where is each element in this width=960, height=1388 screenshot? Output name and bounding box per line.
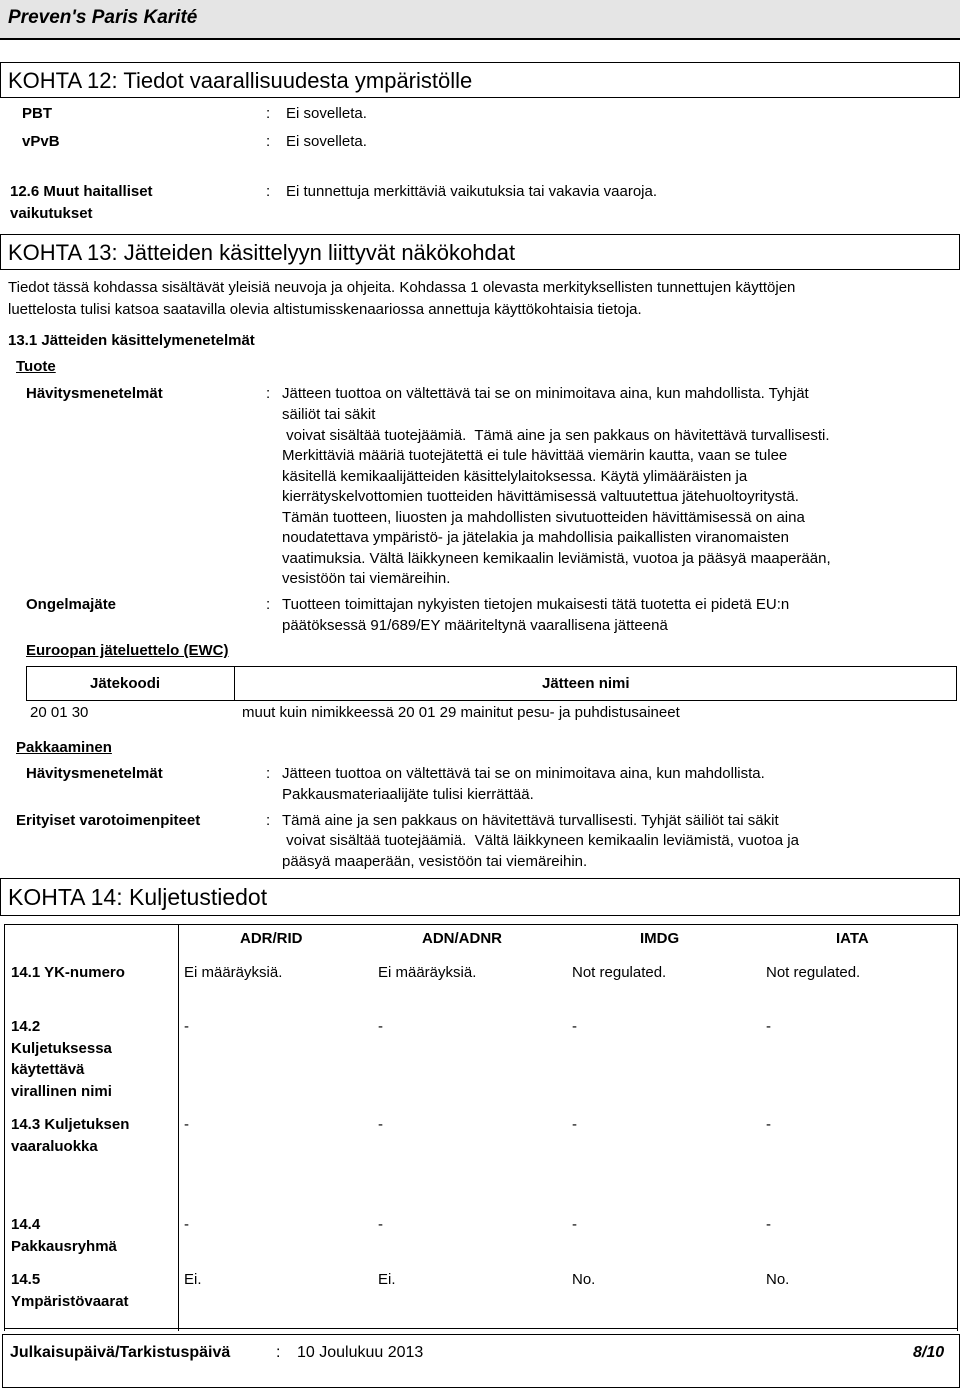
footer-date: 10 Joulukuu 2013 [297,1344,424,1361]
cell: Ei määräyksiä. [378,964,477,981]
intro-line-1: Tiedot tässä kohdassa sisältävät yleisiä neuvoja ja ohjeita. Kohdassa 1 olevasta merkityksellisten tunnettujen käyttöjen [8,279,796,296]
colon: : [266,385,271,402]
disposal-line: vaatimuksia. Vältä läikkyneen kemikaalin leviämistä, vuotoa ja pääsyä maaperään, [282,550,831,567]
product-heading: Tuote [16,358,56,375]
transport-table-top [4,924,958,925]
colon: : [266,765,271,782]
disposal-line: voivat sisältää tuotejäämiä. Tämä aine ja sen pakkaus on hävitettävä turvallisesti. [282,427,830,444]
hazardous-waste-label: Ongelmajäte [26,596,117,613]
cell: Not regulated. [572,964,667,981]
vpvb-value: Ei sovelleta. [286,133,367,150]
col-adr-rid: ADR/RID [240,930,303,947]
cell: - [572,1018,577,1035]
hazardous-line: Tuotteen toimittajan nykyisten tietojen mukaisesti tätä tuotetta ei pidetä EU:n [282,596,790,613]
cell: - [378,1018,383,1035]
section-13-title: KOHTA 13: Jätteiden käsittelyyn liittyvät näkökohdat [8,240,516,265]
row-shipping-name-label: Kuljetuksessa [11,1040,112,1057]
disposal-line: noudatettava ympäristö- ja jätelakia ja mahdollisia paikallisten viranomaisten [282,529,789,546]
cell: No. [766,1271,790,1288]
cell: No. [572,1271,596,1288]
row-hazard-class-label: vaaraluokka [11,1138,98,1155]
disposal-line: vesistöön tai viemäreihin. [282,570,451,587]
ewc-table-header [26,666,957,701]
pbt-label: PBT [22,105,52,122]
ewc-heading: Euroopan jäteluettelo (EWC) [26,642,229,659]
cell: - [766,1216,771,1233]
row-hazard-class-label: 14.3 Kuljetuksen [11,1116,130,1133]
disposal-line: Tämän tuotteen, liuosten ja mahdollisten sivutuotteiden hävittämisessä on aina [282,509,805,526]
disposal-line: Jätteen tuottoa on vältettävä tai se on minimoitava aina, kun mahdollista. Tyhjät [282,385,809,402]
cell: - [184,1116,189,1133]
row-shipping-name-label: 14.2 [11,1018,41,1035]
row-env-hazard-label: 14.5 [11,1271,41,1288]
colon: : [266,183,271,200]
colon: : [266,596,271,613]
disposal-line: Merkittäviä määriä tuotejätettä ei tule hävittää viemärin kautta, vaan se tulee [282,447,788,464]
col-iata: IATA [836,930,869,947]
other-effects-label-2: vaikutukset [10,205,93,222]
transport-table-divider [178,924,179,1388]
row-packing-group-label: 14.4 [11,1216,41,1233]
ewc-code: 20 01 30 [30,704,89,721]
row-packing-group-label: Pakkausryhmä [11,1238,117,1255]
pack-disposal-label: Hävitysmenetelmät [26,765,163,782]
cell: Ei. [378,1271,396,1288]
ewc-col-name: Jätteen nimi [542,675,630,692]
intro-line-2: luettelosta tulisi katsoa saatavilla olevia altistumisskenaariossa annettuja käyttökohtaisia tietoja. [8,301,642,318]
row-env-hazard-label: Ympäristövaarat [11,1293,129,1310]
pack-disposal-line: Jätteen tuottoa on vältettävä tai se on minimoitava aina, kun mahdollista. [282,765,765,782]
footer-date-label: Julkaisupäivä/Tarkistuspäivä [10,1344,231,1361]
row-shipping-name-label: virallinen nimi [11,1083,112,1100]
colon: : [266,105,271,122]
special-line: voivat sisältää tuotejäämiä. Vältä läikkyneen kemikaalin leviämistä, vuotoa ja [282,832,799,849]
other-effects-value: Ei tunnettuja merkittäviä vaikutuksia tai vakavia vaaroja. [286,183,658,200]
section-14-title: KOHTA 14: Kuljetustiedot [8,884,268,910]
col-adn-adnr: ADN/ADNR [422,930,502,947]
disposal-line: käsitellä kemikaalijätteiden käsittelylaitoksessa. Käytä ylimääräisten ja [282,468,748,485]
hazardous-line: päätöksessä 91/689/EY määriteltynä vaarallisena jätteenä [282,617,668,634]
packaging-heading: Pakkaaminen [16,739,112,756]
disposal-label: Hävitysmenetelmät [26,385,163,402]
special-line: pääsyä maaperään, vesistöön tai viemäreihin. [282,853,588,870]
row-shipping-name-label: käytettävä [11,1061,85,1078]
disposal-line: kierrätyskelvottomien tuotteiden hävittämisessä valtuutettua jätehuoltoyritystä. [282,488,799,505]
transport-table-right [957,924,958,1388]
disposal-methods-title: 13.1 Jätteiden käsittelymenetelmät [8,332,255,349]
section-12-title: KOHTA 12: Tiedot vaarallisuudesta ympäristölle [8,68,473,93]
ewc-col-code: Jätekoodi [90,675,161,692]
ewc-column-divider [234,666,235,701]
cell: Ei määräyksiä. [184,964,283,981]
cell: - [184,1216,189,1233]
colon: : [266,133,271,150]
brand-title: Preven's Paris Karité [8,7,198,28]
col-imdg: IMDG [640,930,680,947]
ewc-name: muut kuin nimikkeessä 20 01 29 mainitut pesu- ja puhdistusaineet [242,704,680,721]
cell: Not regulated. [766,964,861,981]
transport-table-left [4,924,5,1388]
pack-disposal-line: Pakkausmateriaalijäte tulisi kierrättää. [282,786,534,803]
row-un-number-label: 14.1 YK-numero [11,964,125,981]
cell: - [766,1018,771,1035]
transport-table-bottom [4,1328,958,1329]
other-effects-label: 12.6 Muut haitalliset [10,183,153,200]
colon: : [276,1344,281,1361]
pbt-value: Ei sovelleta. [286,105,367,122]
page-number: 8/10 [913,1344,945,1361]
special-line: Tämä aine ja sen pakkaus on hävitettävä turvallisesti. Tyhjät säiliöt tai säkit [282,812,779,829]
cell: Ei. [184,1271,202,1288]
cell: - [184,1018,189,1035]
cell: - [572,1216,577,1233]
vpvb-label: vPvB [22,133,60,150]
disposal-line: säiliöt tai säkit [282,406,376,423]
colon: : [266,812,271,829]
cell: - [378,1116,383,1133]
cell: - [766,1116,771,1133]
special-precautions-label: Erityiset varotoimenpiteet [16,812,201,829]
cell: - [378,1216,383,1233]
cell: - [572,1116,577,1133]
